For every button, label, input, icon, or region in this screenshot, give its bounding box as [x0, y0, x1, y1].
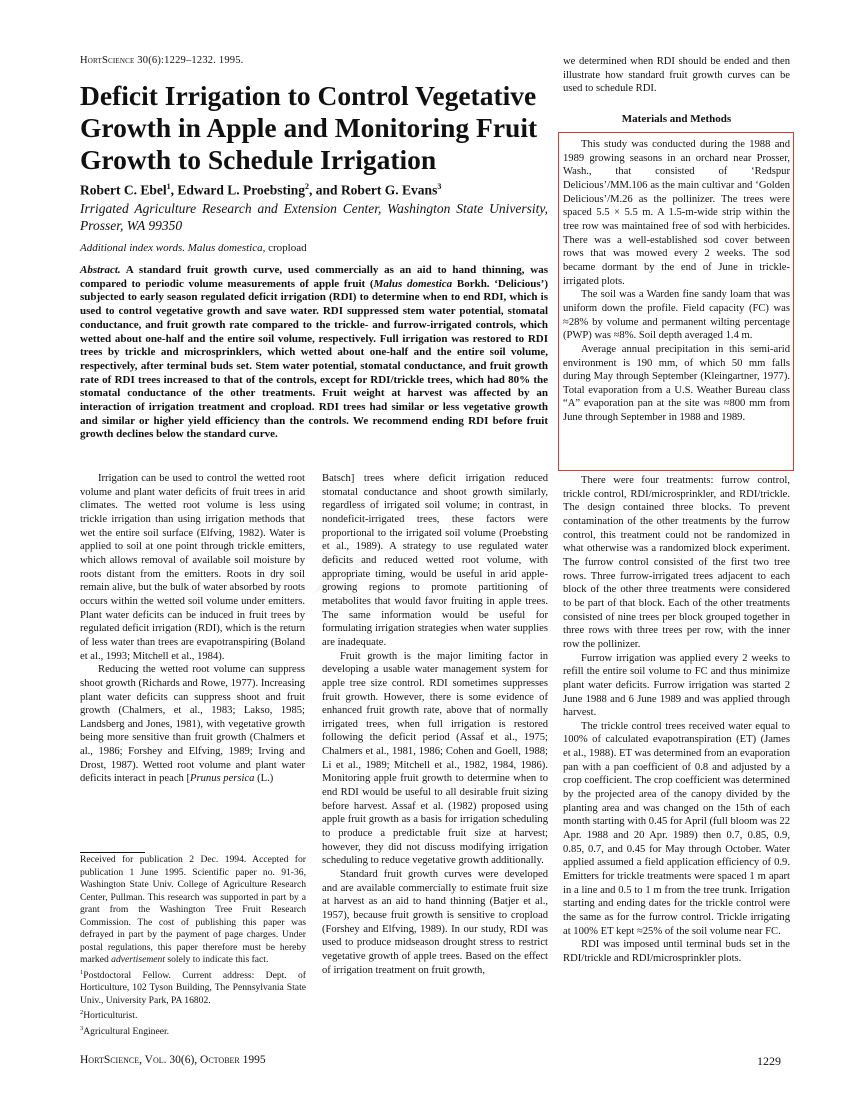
paragraph: Standard fruit growth curves were developed and are available commercially to estimate fruit size at harvest as an aid to hand thinning (Batjer et al., 1957), because fruit growth is sensitive to cropload (Forshey and Elfving, 1989). In our study, RDI was used to produce midseason drought stress to restrict vegetative growth of apple trees. Based on the effect of irrigation treatment on fruit growth,	[322, 869, 548, 976]
index-words-terms: Malus domestica	[187, 242, 263, 254]
footnote-text: Postdoctoral Fellow. Current address: Dept. of Horticulture, 102 Tyson Building, The Pennsylvania State Univ., University Park, PA 16802.	[80, 969, 306, 1006]
footnote-received	[80, 854, 306, 967]
abstract-text-1: A standard fruit growth curve, used commercially as an aid to hand thinning, was compared to periodic volume measurements of apple fruit (	[80, 264, 548, 290]
highlighted-text	[563, 138, 790, 425]
paragraph: The soil was a Warden fine sandy loam that was uniform down the profile. Field capacity (FC) was ≈28% by volume and permanent wilting percentage (PWP) was ≈8%. Soil depth averaged 1.4 m.	[563, 289, 790, 342]
abstract-label: Abstract.	[80, 264, 121, 276]
author-1: Robert C. Ebel	[80, 182, 167, 198]
author-list: Robert C. Ebel$^1$, Edward L. Proebsting$^2$, and Robert G. Evans$^3$	[80, 182, 442, 198]
footnote-2	[80, 1007, 306, 1023]
index-words-rest: , cropload	[262, 242, 307, 254]
abstract-species: Malus domestica	[373, 277, 453, 290]
affiliation: Irrigated Agriculture Research and Extension Center, Washington State University, Prosser, WA 99350	[80, 201, 548, 233]
page-number: 1229	[757, 1054, 781, 1068]
paragraph: we determined when RDI should be ended and then illustrate how standard fruit growth curves can be used to schedule RDI.	[563, 56, 790, 95]
footnote-text: Horticulturist.	[83, 1010, 138, 1022]
paragraph: Furrow irrigation was applied every 2 weeks to refill the entire soil volume to FC and thus minimize plant water deficits. Furrow irrigation was started 2 June 1988 and 6 June 1989 and was applied through harvest.	[563, 652, 790, 719]
footnote-rule	[80, 852, 145, 853]
footnotes	[80, 854, 306, 1039]
paper-title: Deficit Irrigation to Control Vegetative Growth in Apple and Monitoring Fruit Growth to Schedule Irrigation	[80, 80, 538, 175]
index-words-label: Additional index words.	[80, 242, 186, 254]
author-2-mark: 2	[305, 182, 310, 191]
author-1-mark: 1	[166, 182, 171, 191]
footnote-advertisement: advertisement	[111, 954, 165, 965]
footnote-text: Received for publication 2 Dec. 1994. Accepted for publication 1 June 1995. Scientific paper no. 91-36, Washington State Univ. College of Agriculture Research Center, Pullman. This research was supported in part by a grant from the Washington Tree Fruit Research Commission. The cost of publishing this paper was defrayed in part by the payment of page charges. Under postal regulations, this paper therefore must be hereby marked	[80, 854, 306, 965]
author-2: Edward L. Proebsting	[177, 182, 306, 198]
paragraph	[80, 663, 305, 786]
paragraph: Average annual precipitation in this semi-arid environment is 190 mm, of which 50 mm falls during May through September (Kleingartner, 1977). Total evaporation from a U.S. Weather Bureau class “A” evaporation pan at the site was ≈800 mm from June through September in 1988 and 1989.	[563, 343, 790, 424]
body-column-3-top	[563, 55, 790, 96]
additional-index-words	[80, 242, 550, 254]
paragraph: There were four treatments: furrow control, trickle control, RDI/microsprinkler, and RDI/trickle. The design contained three blocks. To prevent contamination of the other treatments by the furrow control, this treatment could not be randomized in what otherwise was a randomized block experiment. The furrow control consisted of the first two tree rows. Three furrow-irrigated trees adjacent to each block of the other three treatments were considered to be part of that block. Each of the other treatments consisted of nine trees per block grouped together in three rows with three trees per row, with the inner row the pollinizer.	[563, 475, 790, 650]
body-column-2	[322, 472, 548, 977]
footnote-text: solely to indicate this fact.	[165, 954, 269, 965]
paragraph: Irrigation can be used to control the wetted root volume and plant water deficits of fruit trees in arid climates. The wetted root volume is less using trickle irrigation than using irrigation methods that wet the entire soil surface (Elfving, 1982). Water is applied to soil at one point through trickle emitters, which allows removal of available soil moisture by roots distant from the emitters. Roots in dry soil remain alive, but the bulk of water absorbed by roots occurs within the wetted soil volume under emitters. Plant water deficits can be induced in fruit trees by regulated deficit irrigation (RDI), which is the return of less water than trees are evapotranspiring (Boland et al., 1993; Mitchell et al., 1984).	[80, 473, 305, 662]
body-column-1	[80, 472, 305, 786]
footnote-text: Agricultural Engineer.	[83, 1026, 170, 1038]
author-3: Robert G. Evans	[340, 182, 438, 198]
abstract-text-2: Borkh. ‘Delicious’) subjected to early season regulated deficit irrigation (RDI) to determine when to end RDI, which is used to control vegetative growth and save water. RDI suppressed stem water potential, stomatal conductance, and fruit growth rate compared to the trickle- and furrow-irrigated controls, which wetted about one-half and the entire soil volume, respectively. Full irrigation was restored to RDI trees by trickle and microsprinklers, which wetted about one-half and the entire soil volume, respectively, after terminal buds set. Stem water potential, stomatal conductance, and fruit growth rate of RDI trees increased to that of the controls, except for RDI/trickle trees, which had 80% the stomatal conductance of the other treatments. Fruit weight at harvest was affected by an interaction of irrigation treatment and cropload. RDI trees had similar or less vegetative growth and similar or higher yield efficiency than the controls. We recommend ending RDI before fruit growth declines below the standard curve.	[80, 277, 548, 441]
running-footer: HortScience, Vol. 30(6), October 1995	[80, 1054, 266, 1066]
footnote-1	[80, 967, 306, 1008]
footnote-mark: 1	[80, 968, 84, 976]
abstract	[80, 264, 548, 442]
paragraph-text: (L.)	[254, 773, 274, 785]
journal-header: HortScience 30(6):1229–1232. 1995.	[80, 55, 244, 66]
body-column-3	[563, 474, 790, 966]
footnote-mark: 3	[80, 1024, 84, 1032]
section-heading: Materials and Methods	[621, 113, 732, 125]
paragraph: This study was conducted during the 1988 and 1989 growing seasons in an orchard near Prosser, Wash., that consisted of ‘Redspur Delicious’/MM.106 as the main cultivar and ‘Golden Delicious’/M.26 as the pollinizer. The trees were spaced 5.5 × 5.5 m. A 1.5-m-wide strip within the tree row was maintained free of sod with herbicides. There was a well-established sod cover between rows that was mowed every 2 weeks. The sod became dormant by the end of June in trickle-irrigated plots.	[563, 139, 790, 287]
paragraph: Fruit growth is the major limiting factor in developing a usable water management system for apple tree size control. RDI sometimes suppresses fruit growth. However, there is some evidence of enhanced fruit growth rate, above that of normally irrigated trees, when full irrigation is restored following the deficit period (Assaf et al., 1975; Chalmers et al., 1981, 1986; Cohen and Goell, 1988; Li et al., 1989; Mitchell et al., 1982, 1984, 1986). Monitoring apple fruit growth to determine when to end RDI would be useful to all desirable fruit sizing before harvest. Assaf et al. (1982) proposed using apple fruit growth as a basis for irrigation scheduling to produce a predictable fruit size at harvest; however, they did not discuss modifying irrigation scheduling to reduce vegetative growth additionally.	[322, 650, 548, 867]
footnote-3	[80, 1023, 306, 1039]
paragraph: The trickle control trees received water equal to 100% of calculated evapotranspiration (ET) (James et al., 1988). ET was determined from an evaporation pan with a pan coefficient of 0.8 and adjusted by a crop coefficient. The crop coefficient was determined by the projected area of the canopy divided by the planting area and was changed on the 15th of each month starting with 0.45 for April (full bloom was 22 Apr. 1988 and 20 Apr. 1989) then 0.7, 0.85, 0.9, 0.85, 0.7, and 0.45 for May through October. Water applied assumed a field application efficiency of 0.9. Emitters for trickle treatments were spaced 1 m apart in a line and 0.5 to 1 m from the tree trunk. Irrigation starting and ending dates for the trickle control were the same as for the furrow control. Trickle irrigating at 100% ET kept ≈25% of the soil volume near FC.	[563, 720, 790, 937]
paragraph: RDI was imposed until terminal buds set in the RDI/trickle and RDI/microsprinkler plots.	[563, 939, 790, 964]
paragraph: Batsch] trees where deficit irrigation reduced stomatal conductance and shoot growth similarly, regardless of irrigated soil volume; in contrast, in nondeficit-irrigated trees, these factors were proportional to the irrigated soil volume (Proebsting et al., 1989). A strategy to use regulated water deficits and reduced wetted root volume, with appropriate timing, would be useful in arid apple-growing regions to promote partitioning of metabolites that would favor fruiting in apple trees. The same information would be useful for formulating irrigation strategies when water supplies are inadequate.	[322, 473, 548, 648]
species-name: Prunus persica	[190, 773, 255, 785]
author-3-mark: 3	[437, 182, 442, 191]
paragraph-text: Reducing the wetted root volume can suppress shoot growth (Richards and Rowe, 1977). Increasing plant water deficits can suppress shoot and fruit growth (Chalmers, et al., 1983; Lakso, 1985; Landsberg and Jones, 1981), with vegetative growth being more sensitive than fruit growth (Chalmers et al., 1986; Forshey and Elfving, 1989; Irving and Drost, 1987). Wetted root volume and plant water deficits interact in peach [	[80, 664, 305, 785]
footnote-mark: 2	[80, 1009, 84, 1017]
